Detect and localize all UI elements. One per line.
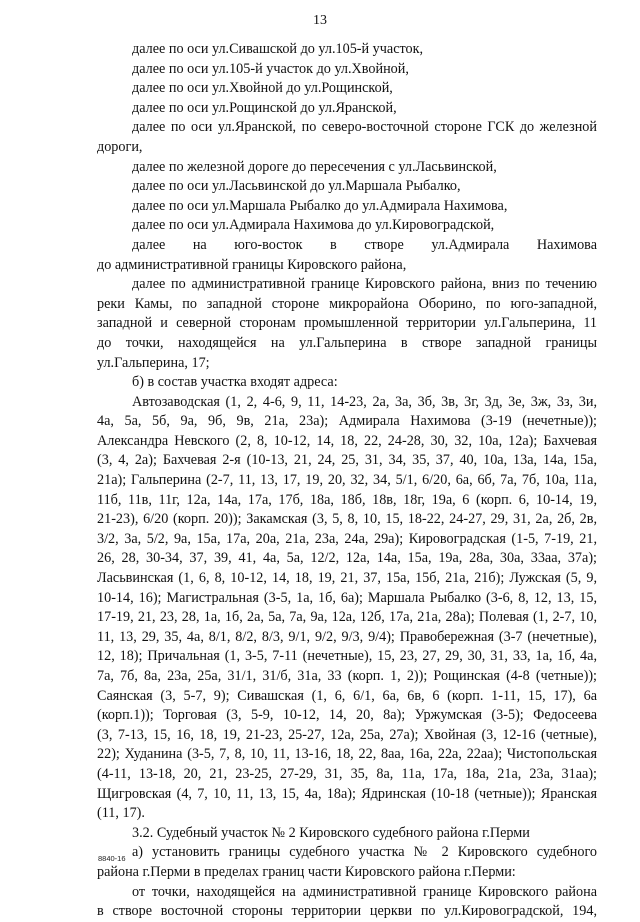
text-line: 3.2. Судебный участок № 2 Кировского судебного района г.Перми xyxy=(132,824,530,841)
footer-code: 8840-16 xyxy=(98,854,126,863)
text-line: 21а); Гальперина (2-7, 11, 13, 17, 19, 20, 32, 34, 5/1, 6/20, 6а, 6б, 7а, 7б, 10а, 11а, xyxy=(97,472,597,489)
text-line: западной и северной сторонам промышленной территории ул.Гальперина, 11 xyxy=(97,315,597,332)
text-line: 10-14, 16); Магистральная (3-5, 1а, 1б, 6а); Маршала Рыбалко (3-6, 8, 12, 13, 15, xyxy=(97,589,597,606)
text-line: ул.Гальперина, 17; xyxy=(97,354,210,371)
document-body xyxy=(97,40,597,922)
text-line: 21-23), 6/20 (корп. 20)); Закамская (3, 5, 8, 10, 15, 18-22, 24-27, 29, 31, 2а, 2б, 2в, xyxy=(97,511,597,528)
text-line: 7а, 7б, 8а, 23а, 25а, 31/1, 31/б, 31а, 33 (корп. 1, 2)); Рощинская (4-8 (четные)); xyxy=(97,668,597,684)
text-line: 22); Худанина (3-5, 7, 8, 10, 11, 13-16, 18, 22, 8аа, 16а, 22а, 22аа); Чистопольская xyxy=(97,746,597,763)
text-line: 11, 13, 29, 35, 4а, 8/1, 8/2, 8/3, 9/1, 9/2, 9/3, 9/4); Правобережная (3-7 (нечетные), xyxy=(97,628,597,645)
text-line: 3/2, 3а, 5/2, 9а, 15а, 17а, 20а, 21а, 23а, 24а, 29а); Кировоградская (1-5, 7-19, 21, xyxy=(97,530,597,547)
text-line: дороги, xyxy=(97,138,143,155)
text-line: до точки, находящейся на ул.Гальперина в створе западной границы xyxy=(97,334,597,351)
text-line: в створе восточной стороны территории церкви по ул.Кировоградской, 194, xyxy=(97,903,597,920)
text-line: Автозаводская (1, 2, 4-6, 9, 11, 14-23, 2а, 3а, 3б, 3в, 3г, 3д, 3е, 3ж, 3з, 3и, xyxy=(132,393,597,410)
text-line: далее по оси ул.Сивашской до ул.105-й участок, xyxy=(132,41,424,57)
text-line: 4а, 5а, 5б, 9а, 9б, 9в, 21а, 23а); Адмирала Нахимова (3-19 (нечетные)); xyxy=(97,413,597,430)
text-line: (3, 4, 2а); Бахчевая 2-я (10-13, 21, 24, 25, 31, 34, 35, 37, 40, 10а, 13а, 14а, 15а, xyxy=(97,452,597,469)
text-line: Александра Невского (2, 8, 10-12, 14, 18, 22, 24-28, 30, 32, 10а, 12а); Бахчевая xyxy=(97,432,597,449)
text-line: далее по оси ул.Адмирала Нахимова до ул.Кировоградской, xyxy=(132,217,495,234)
text-line: 26, 28, 30-34, 37, 39, 41, 4а, 5а, 12/2, 12а, 14а, 15а, 19а, 28а, 30а, 33аа, 37а); xyxy=(97,550,597,567)
text-line: 12, 18); Причальная (1, 3-5, 7-11 (нечетные), 15, 23, 27, 29, 30, 31, 33, 1а, 1б, 4а, xyxy=(97,648,597,665)
text-line: (3, 7-13, 15, 16, 18, 19, 21-23, 25-27, 12а, 25а, 27а); Хвойная (3, 12-16 (четные), xyxy=(97,726,597,743)
text-line: (4-11, 13-18, 20, 21, 23-25, 27-29, 31, 35, 8а, 11а, 17а, 18а, 21а, 23а, 31аа); xyxy=(97,765,597,782)
text-line: далее по оси ул.Рощинской до ул.Яранской, xyxy=(132,99,397,116)
text-line: далее по оси ул.Ласьвинской до ул.Маршала Рыбалко, xyxy=(132,178,461,195)
text-line: (11, 17). xyxy=(97,805,145,822)
text-line: района г.Перми в пределах границ части Кировского района г.Перми: xyxy=(97,863,516,880)
text-line: до административной границы Кировского района, xyxy=(97,256,407,273)
page-number: 13 xyxy=(313,13,327,28)
text-line: от точки, находящейся на административной границе Кировского района xyxy=(132,883,597,900)
text-line: Щигровская (4, 7, 10, 11, 13, 15, 4а, 18а); Ядринская (10-18 (четные)); Яранская xyxy=(97,785,597,802)
text-line: (корп.1)); Торговая (3, 5-9, 10-12, 14, 20, 8а); Уржумская (3-5); Федосеева xyxy=(97,707,597,724)
text-line: далее по оси ул.105-й участок до ул.Хвойной, xyxy=(132,60,409,77)
text-line: а) установить границы судебного участка № 2 Кировского судебного xyxy=(132,844,597,861)
text-line: далее на юго-восток в створе ул.Адмирала Нахимова xyxy=(132,236,597,253)
text-line: далее по оси ул.Яранской, по северо-восточной стороне ГСК до железной xyxy=(132,119,597,136)
text-line: 17-19, 21, 23, 28, 1а, 1б, 2а, 5а, 7а, 9а, 12а, 12б, 17а, 21а, 28а); Полевая (1, 2-7, 10, xyxy=(97,609,597,626)
text-line: 11б, 11в, 11г, 12а, 14а, 17а, 17б, 18а, 18б, 18в, 18г, 19а, 6 (корп. 6, 10-14, 19, xyxy=(97,491,597,508)
text-line: далее по оси ул.Маршала Рыбалко до ул.Адмирала Нахимова, xyxy=(132,197,508,214)
text-line: Ласьвинская (1, 6, 8, 10-12, 14, 18, 19, 21, 37, 15а, 15б, 21а, 21б); Лужская (5, 9, xyxy=(97,570,597,587)
text-line: реки Камы, по западной стороне микрорайона Оборино, по юго-западной, xyxy=(97,295,597,312)
text-line: Саянская (3, 5-7, 9); Сивашская (1, 6, 6/1, 6а, 6в, 6 (корп. 1-11, 15, 17), 6а xyxy=(97,687,597,704)
text-line: далее по железной дороге до пересечения с ул.Ласьвинской, xyxy=(132,158,497,175)
text-line: далее по административной границе Кировского района, вниз по течению xyxy=(132,276,597,293)
text-line: б) в состав участка входят адреса: xyxy=(132,374,338,391)
text-line: далее по оси ул.Хвойной до ул.Рощинской, xyxy=(132,80,393,97)
